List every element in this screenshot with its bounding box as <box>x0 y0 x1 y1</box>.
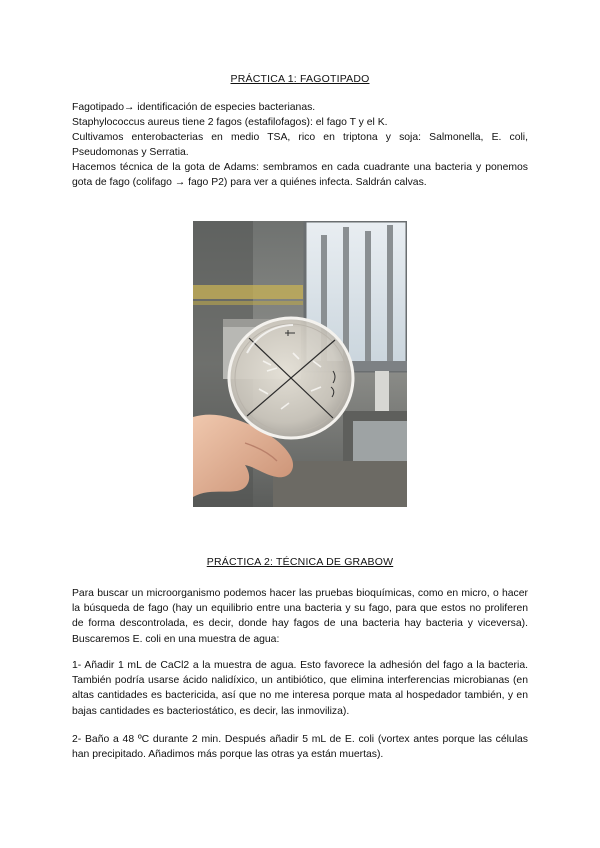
practica1-line-1: Fagotipado→ identificación de especies bacterianas. <box>72 102 316 113</box>
practica1-line-3: Cultivamos enterobacterias en medio TSA, rico en triptona y soja: Salmonella, E. coli, Pseudomonas y Serratia. <box>72 132 528 159</box>
practica2-step-1: 1- Añadir 1 mL de CaCl2 a la muestra de agua. Esto favorece la adhesión del fago a la bacteria. También podría usarse ácido nalidíxico, un antibiótico, que elimina interferencias microbianas (en altas cantidades es bactericida, así que no me interesa porque mata al hospedador también, y en bajas cantidades es bacteriostático, es decir, las inmoviliza). <box>72 660 528 717</box>
practica1-line-4: Hacemos técnica de la gota de Adams: sembramos en cada cuadrante una bacteria y ponemos gota de fago (colifago → fago P2) para ver a quiénes infecta. Saldrán calvas. <box>72 162 528 189</box>
petri-dish-photo <box>193 221 407 507</box>
practica2-title: PRÁCTICA 2: TÉCNICA DE GRABOW <box>206 556 394 568</box>
practica1-title: PRÁCTICA 1: FAGOTIPADO <box>230 73 370 85</box>
practica2-step-2: 2- Baño a 48 ºC durante 2 min. Después añadir 5 mL de E. coli (vortex antes porque las células han precipitado. Añadimos más porque las otras ya están muertas). <box>72 734 528 761</box>
practica2-intro: Para buscar un microorganismo podemos hacer las pruebas bioquímicas, como en micro, o hacer la búsqueda de fago (hay un equilibrio entre una bacteria y su fago, para que estos no proliferen de forma descontrolada, es decir, donde hay fagos de una bacteria hay bacteria y viceversa). Buscaremos E. coli en una muestra de agua: <box>72 588 528 645</box>
practica1-line-2: Staphylococcus aureus tiene 2 fagos (estafilofagos): el fago T y el K. <box>72 117 388 128</box>
